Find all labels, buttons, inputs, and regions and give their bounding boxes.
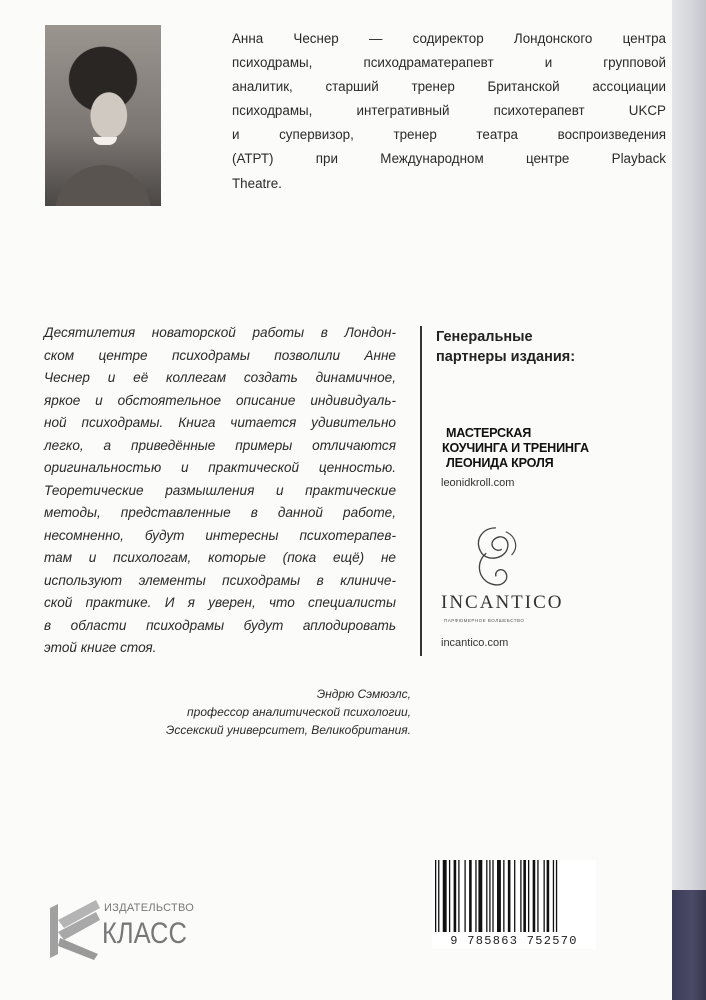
- kroll-logo: [442, 426, 589, 471]
- quote-line: яркое и обстоятельное описание индивидуаль-: [44, 392, 396, 408]
- quote-line: ной психодрамы. Книга читается удивительно: [44, 415, 396, 430]
- barcode-bar: [449, 860, 450, 932]
- quote-line: в области психодрамы будут аплодировать: [44, 617, 396, 633]
- quote-line: оригинальностью и практической ценностью.: [44, 460, 396, 475]
- barcode-bar: [523, 860, 526, 932]
- barcode-bar: [486, 860, 487, 932]
- barcode-bar: [503, 860, 504, 932]
- barcode-bar: [492, 860, 493, 932]
- barcode-bar: [514, 860, 515, 932]
- barcode-bar: [435, 860, 436, 932]
- quote-line: несомненно, будут интересны психотерапев-: [44, 527, 396, 543]
- barcode-bar: [475, 860, 476, 932]
- barcode-bar: [489, 860, 490, 932]
- bio-line: Theatre.: [232, 175, 282, 191]
- quote-line: ском центре психодрамы позволили Анне: [44, 347, 396, 363]
- quote-line: ской практике. И я уверен, что специалисты: [44, 595, 396, 610]
- bio-line: Анна Чеснер — содиректор Лондонского центра: [232, 31, 666, 46]
- partners-heading-line: партнеры издания:: [436, 349, 576, 365]
- publisher-logo-icon: [50, 898, 102, 960]
- barcode-bar: [556, 860, 557, 932]
- barcode-bar: [469, 860, 472, 932]
- incantico-flourish-icon: [466, 524, 526, 590]
- review-signature: [166, 685, 411, 739]
- bio-line: (АТРТ) при Международном центре Playback: [232, 151, 666, 167]
- barcode-bar: [458, 860, 459, 932]
- barcode-bar: [443, 860, 447, 932]
- kroll-logo-line: МАСТЕРСКАЯ: [446, 426, 532, 440]
- author-bio: [232, 27, 666, 196]
- photo-smile: [93, 137, 117, 145]
- barcode-bar: [544, 860, 545, 932]
- kroll-url: leonidkroll.com: [441, 477, 515, 489]
- review-quote: [44, 322, 396, 660]
- barcode-bar: [520, 860, 521, 932]
- signature-title: профессор аналитической психологии,: [187, 705, 411, 719]
- barcode-bar: [553, 860, 554, 932]
- photo-shoulders: [55, 165, 151, 206]
- quote-line: используют элементы психодрамы в клиниче-: [44, 572, 396, 588]
- kroll-logo-line: ЛЕОНИДА КРОЛЯ: [446, 456, 554, 470]
- quote-line: легко, а приведённые примеры отличаются: [44, 437, 396, 453]
- isbn-number: 9 785863 752570: [432, 934, 596, 948]
- barcode-bar: [454, 860, 457, 932]
- column-divider: [420, 326, 422, 656]
- bio-line: психодрамы, интегративный психотерапевт UKCP: [232, 103, 666, 119]
- barcode-bar: [478, 860, 482, 932]
- barcode-bar: [533, 860, 536, 932]
- barcode-bar: [537, 860, 538, 932]
- publisher-name: КЛАСС: [102, 917, 187, 950]
- book-spine: [672, 0, 706, 1000]
- barcode-bar: [464, 860, 465, 932]
- barcode-bars: [435, 860, 593, 932]
- signature-name: Эндрю Сэмюэлс,: [316, 687, 411, 701]
- kroll-logo-line: КОУЧИНГА И ТРЕНИНГА: [442, 441, 589, 455]
- quote-line: Теоретические размышления и практические: [44, 482, 396, 498]
- barcode-bar: [528, 860, 529, 932]
- barcode-bar: [547, 860, 550, 932]
- publisher-label: ИЗДАТЕЛЬСТВО: [104, 902, 195, 914]
- signature-affiliation: Эссекский университет, Великобритания.: [166, 723, 411, 737]
- partners-heading: [436, 327, 575, 367]
- barcode-bar: [497, 860, 501, 932]
- partners-heading-line: Генеральные: [436, 329, 533, 345]
- quote-line: Чеснер и её коллегам создать динамичное,: [44, 370, 396, 385]
- barcode-bar: [438, 860, 439, 932]
- quote-line: методы, представленные в данной работе,: [44, 505, 396, 520]
- bio-line: психодрамы, психодраматерапевт и групповой: [232, 55, 666, 71]
- quote-line: этой книге стоя.: [44, 640, 157, 655]
- quote-line: Десятилетия новаторской работы в Лондон-: [44, 325, 396, 340]
- book-spine-dark-band: [672, 890, 706, 1000]
- barcode-bar: [508, 860, 511, 932]
- isbn-barcode: [432, 860, 596, 949]
- author-photo: [45, 25, 161, 206]
- incantico-tagline: ПАРФЮМЕРНОЕ ВОЛШЕБСТВО: [444, 618, 525, 623]
- incantico-logo-name: INCANTICO: [441, 592, 564, 613]
- bio-line: аналитик, старший тренер Британской ассоциации: [232, 79, 666, 95]
- incantico-url: incantico.com: [441, 637, 509, 649]
- bio-line: и супервизор, тренер театра воспроизведения: [232, 127, 666, 143]
- quote-line: там и психологам, которые (пока ещё) не: [44, 550, 396, 565]
